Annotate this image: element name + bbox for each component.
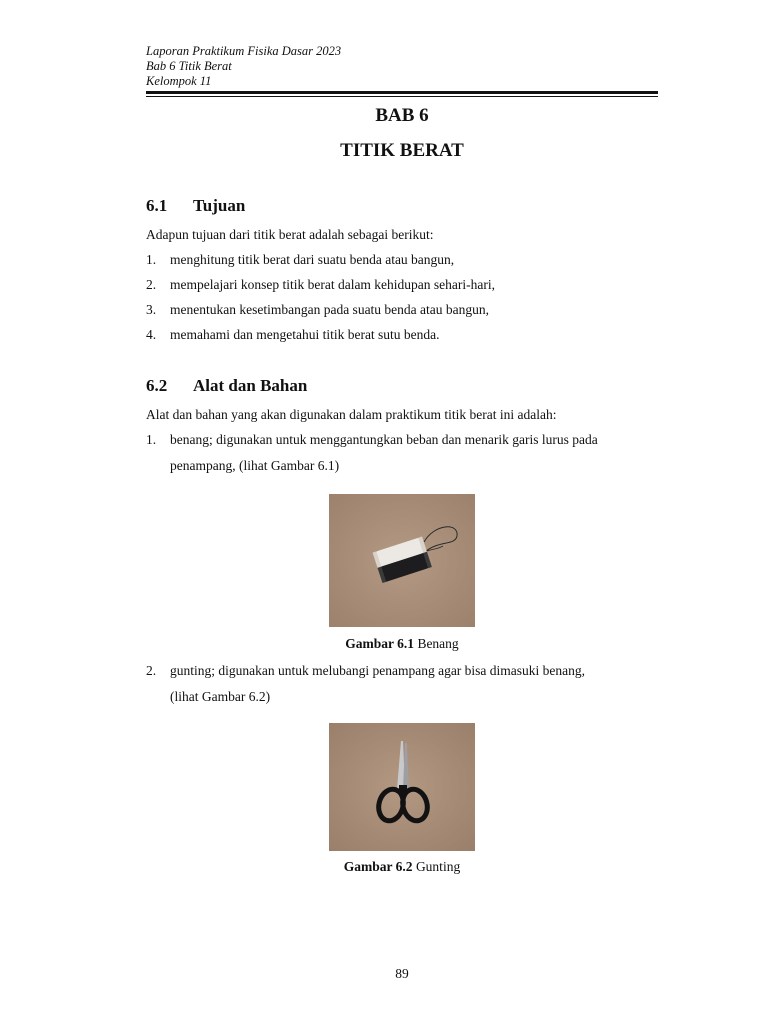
figure-caption: Gambar 6.2 Gunting (343, 859, 461, 874)
list-item: 1. menghitung titik berat dari suatu benda atau bangun, (146, 252, 455, 267)
thread-spools-icon (329, 494, 475, 627)
chapter-label: BAB 6 (375, 105, 429, 126)
section-number: 6.1 (146, 196, 168, 215)
header-rule-thin (146, 96, 658, 97)
header-chapter: Bab 6 Titik Berat (146, 59, 232, 73)
list-item: 2. mempelajari konsep titik berat dalam kehidupan sehari-hari, (146, 277, 496, 292)
section-heading-tujuan (146, 196, 245, 216)
list-item: 4. memahami dan mengetahui titik berat sutu benda. (146, 327, 440, 342)
figure-caption: Gambar 6.1 Benang (345, 636, 459, 651)
header-rule-thick (146, 91, 658, 94)
page-number: 89 (395, 966, 409, 981)
section-title: Alat dan Bahan (193, 376, 308, 395)
list-item-continuation: (lihat Gambar 6.2) (170, 689, 271, 704)
alat-bahan-intro: Alat dan bahan yang akan digunakan dalam praktikum titik berat ini adalah: (146, 407, 557, 422)
list-item: 3. menentukan kesetimbangan pada suatu benda atau bangun, (146, 302, 490, 317)
chapter-title: TITIK BERAT (340, 140, 464, 161)
list-item: 2. gunting; digunakan untuk melubangi penampang agar bisa dimasuki benang, (146, 663, 586, 678)
header-group: Kelompok 11 (146, 74, 212, 88)
scissors-icon (329, 723, 475, 851)
section-title: Tujuan (193, 196, 246, 215)
scissors-photo (329, 723, 475, 851)
list-item: 1. benang; digunakan untuk menggantungkan beban dan menarik garis lurus pada (146, 432, 598, 447)
header-report-title: Laporan Praktikum Fisika Dasar 2023 (146, 44, 342, 58)
running-header (146, 44, 658, 89)
thread-spools-photo (329, 494, 475, 627)
list-item-continuation: penampang, (lihat Gambar 6.1) (170, 458, 340, 473)
section-heading-alat-bahan (146, 376, 307, 396)
section-number: 6.2 (146, 376, 168, 395)
tujuan-intro: Adapun tujuan dari titik berat adalah sebagai berikut: (146, 227, 434, 242)
